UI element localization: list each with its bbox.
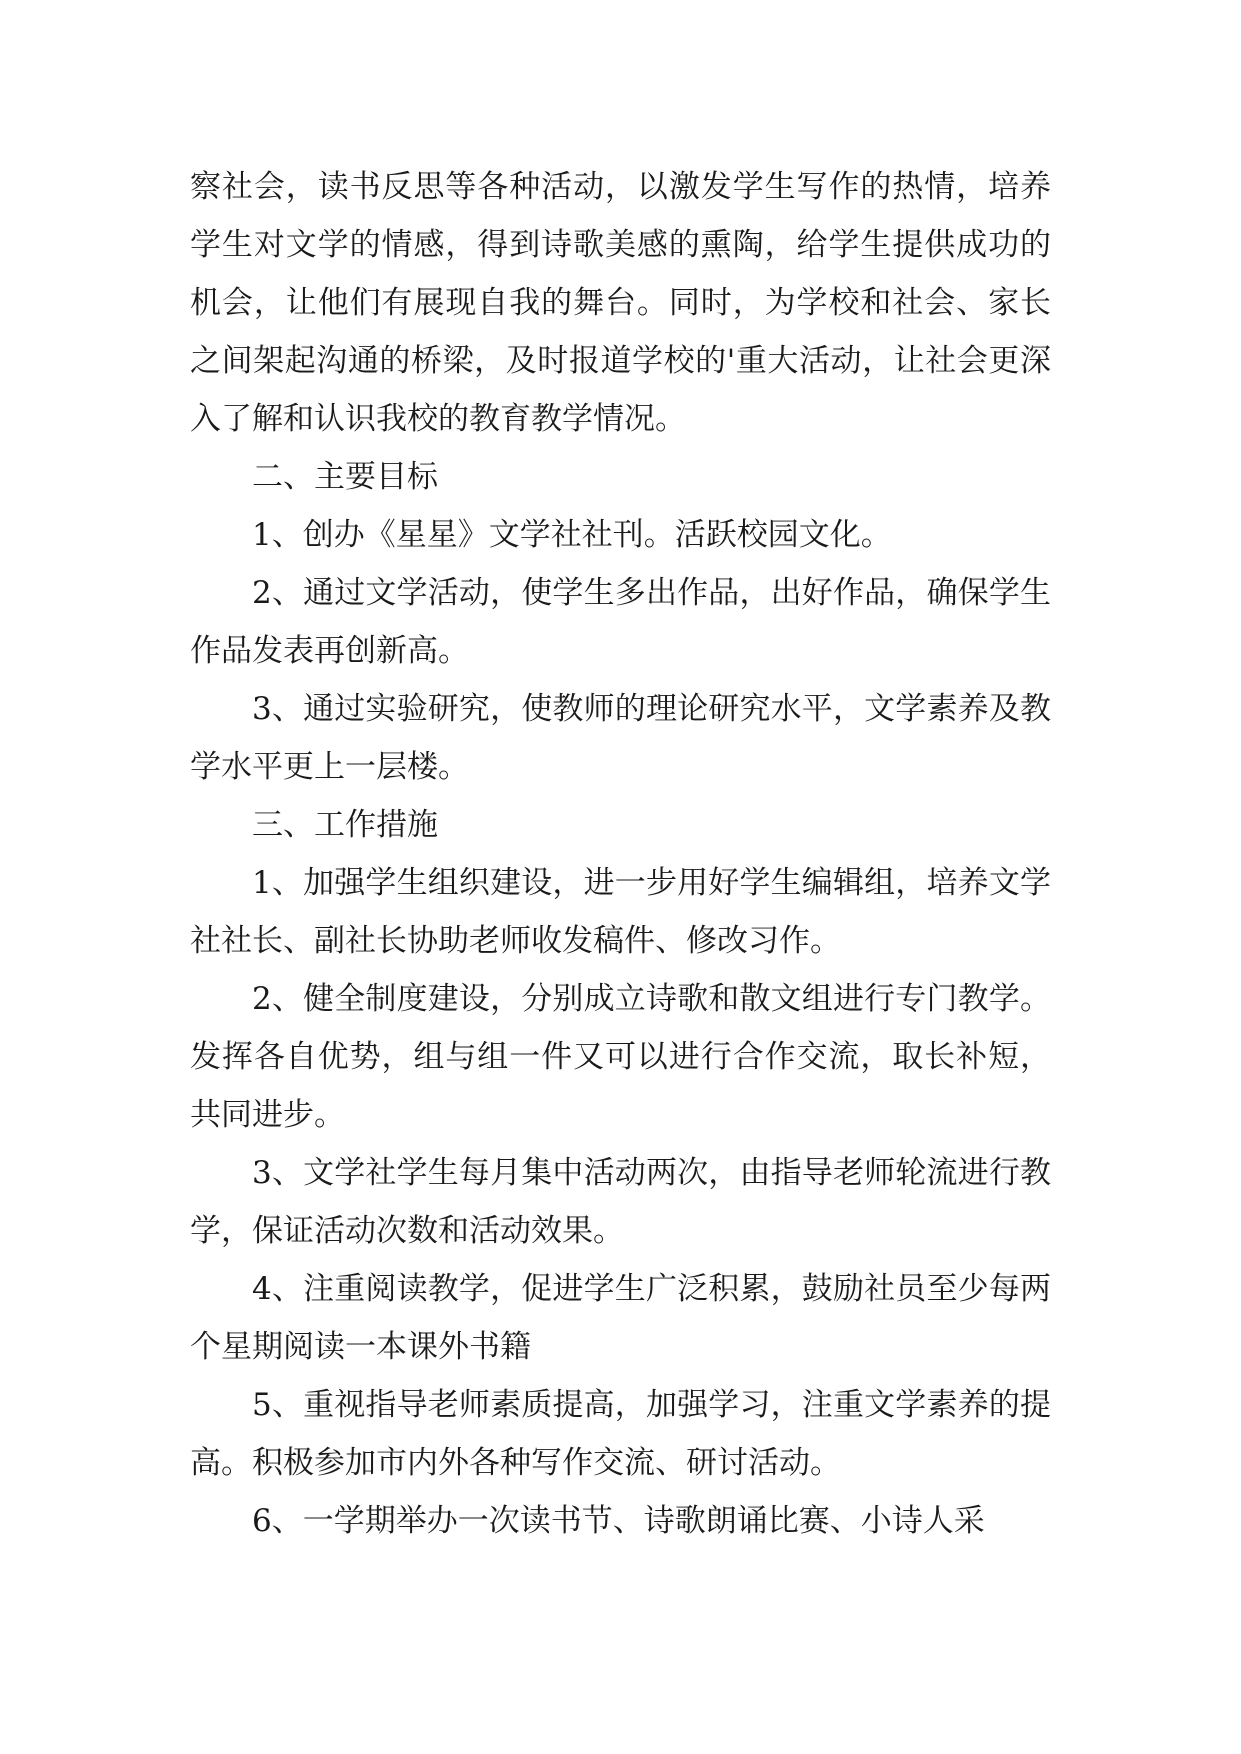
measure-item-6: 6、一学期举办一次读书节、诗歌朗诵比赛、小诗人采 bbox=[252, 1503, 985, 1539]
document-body bbox=[190, 158, 1051, 1550]
measure-item-2: 2、健全制度建设，分别成立诗歌和散文组进行专门教学。发挥各自优势，组与组一件又可以进行合作交流，取长补短，共同进步。 bbox=[190, 981, 1051, 1133]
goal-item-3: 3、通过实验研究，使教师的理论研究水平，文学素养及教学水平更上一层楼。 bbox=[190, 691, 1051, 785]
heading-main-goals: 二、主要目标 bbox=[252, 459, 438, 495]
measure-item-1: 1、加强学生组织建设，进一步用好学生编辑组，培养文学社社长、副社长协助老师收发稿件、修改习作。 bbox=[190, 865, 1051, 959]
goal-item-1: 1、创办《星星》文学社社刊。活跃校园文化。 bbox=[252, 517, 892, 553]
paragraph-intro-continued: 察社会，读书反思等各种活动，以激发学生写作的热情，培养学生对文学的情感，得到诗歌美感的熏陶，给学生提供成功的机会，让他们有展现自我的舞台。同时，为学校和社会、家长之间架起沟通的桥梁，及时报道学校的'重大活动，让社会更深入了解和认识我校的教育教学情况。 bbox=[190, 169, 1051, 437]
measure-item-5: 5、重视指导老师素质提高，加强学习，注重文学素养的提高。积极参加市内外各种写作交流、研讨活动。 bbox=[190, 1387, 1051, 1481]
measure-item-4: 4、注重阅读教学，促进学生广泛积累，鼓励社员至少每两个星期阅读一本课外书籍 bbox=[190, 1271, 1051, 1365]
measure-item-3: 3、文学社学生每月集中活动两次，由指导老师轮流进行教学，保证活动次数和活动效果。 bbox=[190, 1155, 1051, 1249]
heading-work-measures: 三、工作措施 bbox=[252, 807, 438, 843]
goal-item-2: 2、通过文学活动，使学生多出作品，出好作品，确保学生作品发表再创新高。 bbox=[190, 575, 1051, 669]
